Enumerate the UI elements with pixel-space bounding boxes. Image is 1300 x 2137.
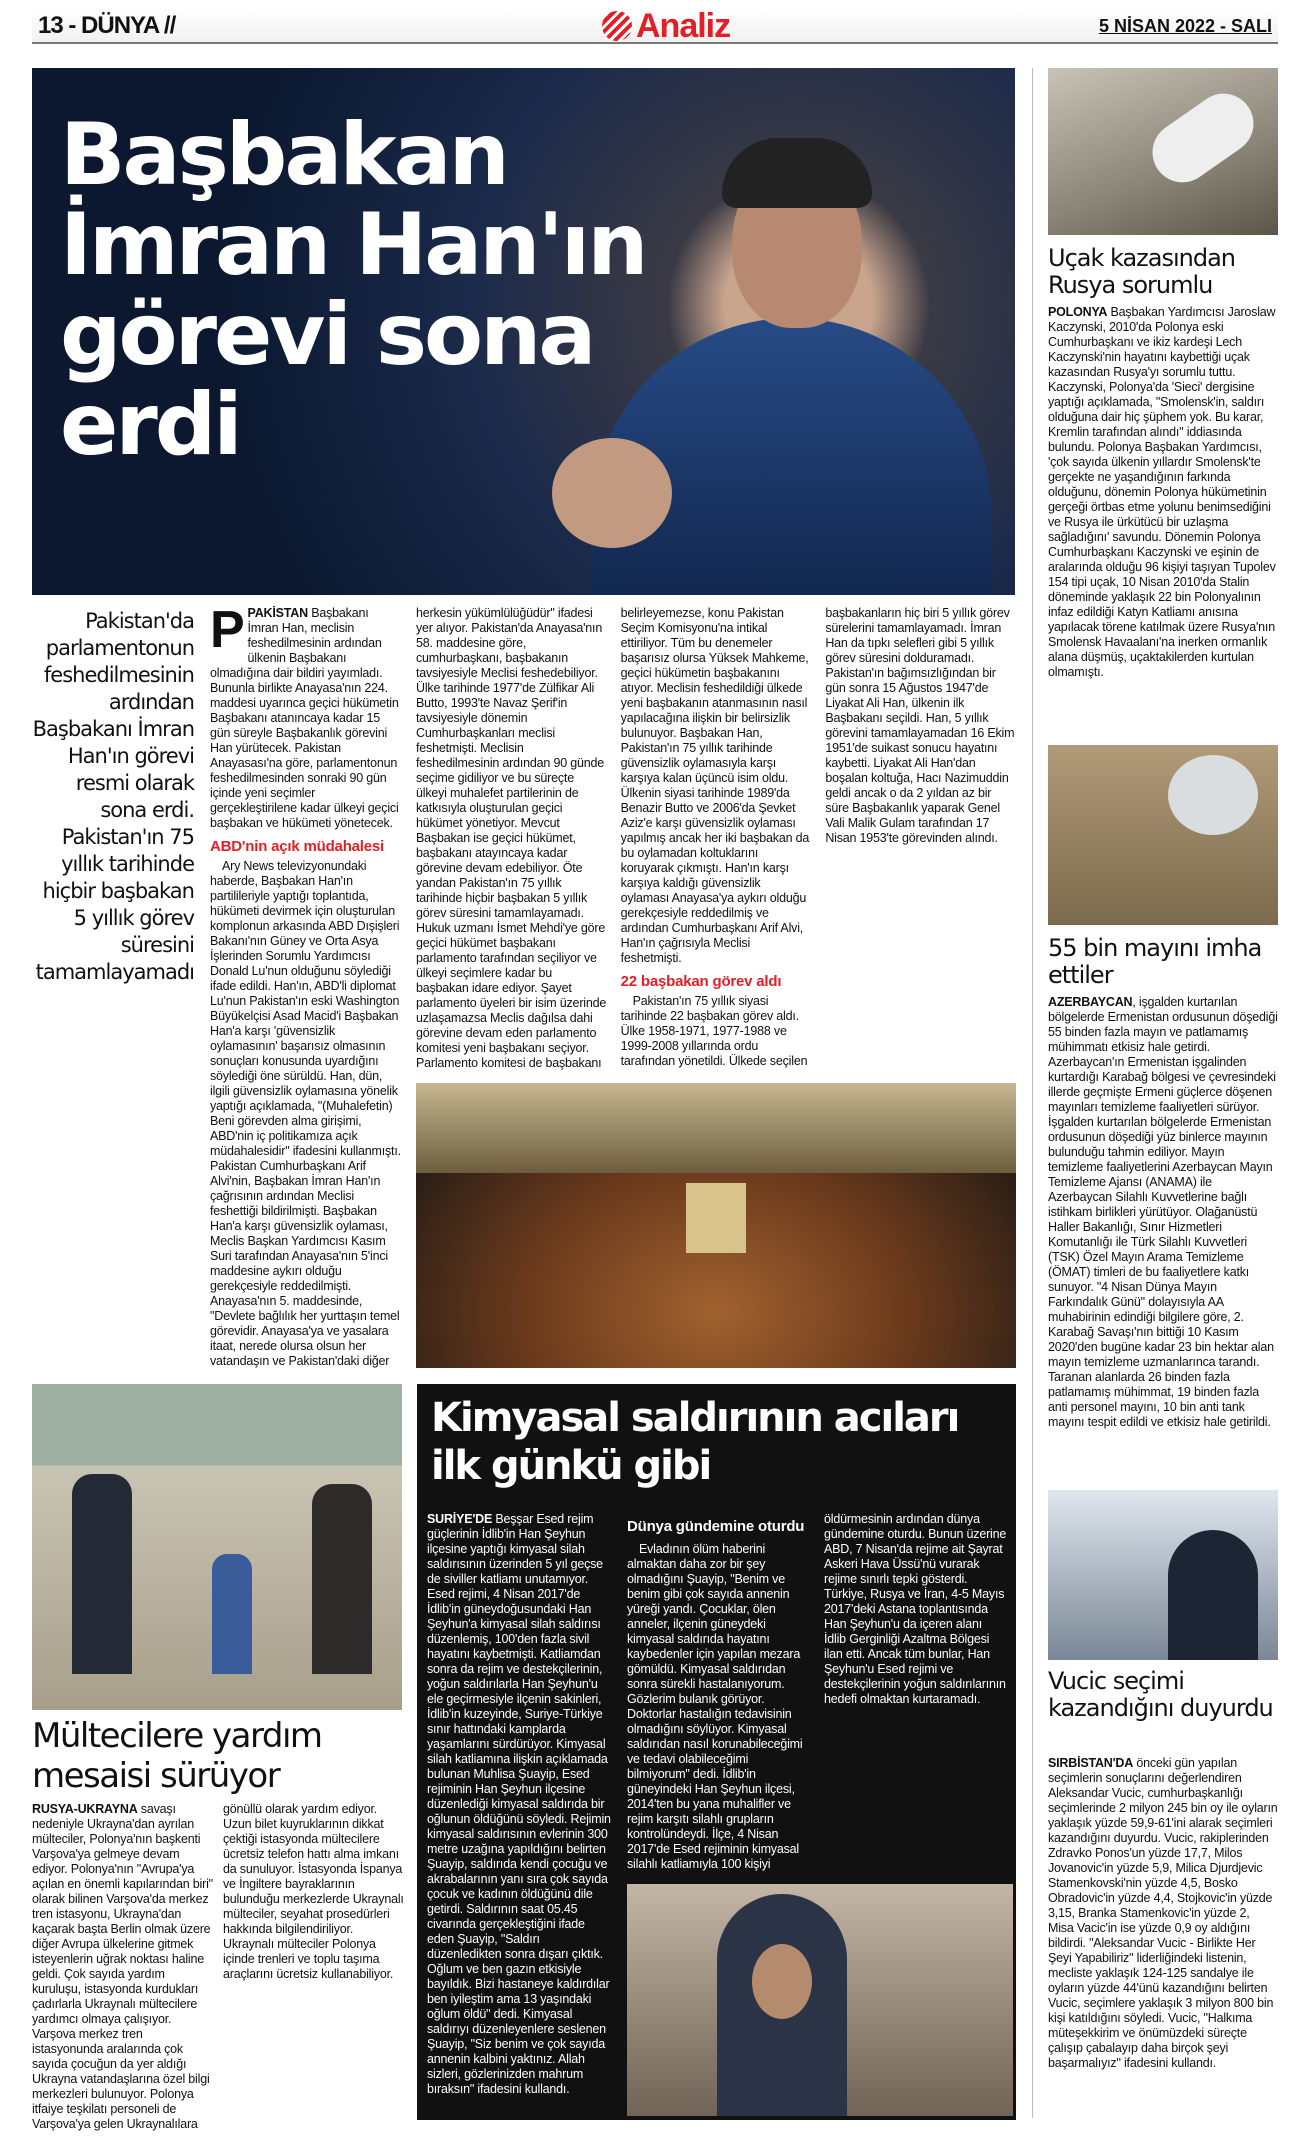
story-body: RUSYA-UKRAYNA savaşı nedeniyle Ukrayna'dan ayrılan mülteciler, Polonya'nın başkenti Varşova'ya gelmeye devam ediyor. Polonya'nın "Avrupa'ya açılan en önemli kapılarından biri" olarak bilinen Varşova'da merkez tren istasyonu, Ukrayna'dan kaçarak başta Berlin olmak üzere diğer Avrupa ülkelerine gitmek isteyenlerin uğrak noktası haline geldi. Çok sayıda yardım kuruluşu, istasyonda kurdukları çadırlarla Ukraynalı mültecilere yardımcı olmaya çalışıyor. Varşova merkez tren istasyonunda aralarında çok sayıda çocuğun da yer aldığı Ukrayna vatandaşlarına özel bilgi merkezleri bulunuyor. Polonya itfaiye teşkilatı personeli de Varşova'ya gelen Ukraynalılara gönüllü olarak yardım ediyor. Uzun bilet kuyruklarının dikkat çektiği istasyonda mültecilere ücretsiz telefon hattı alma imkanı da sunuluyor. İstasyonda İspanya ve İngiltere bayraklarının bulunduğu merkezlerde Ukraynalı mülteciler, seyahat prosedürleri hakkında bilgilendiriliyor. Ukraynalı mülteciler Polonya içinde trenleri ve toplu taşıma araçlarını ücretsiz kullanabiliyor. (32, 1802, 404, 2131)
subheading: Dünya gündemine oturdu (627, 1518, 805, 1535)
drop-cap: P (210, 601, 245, 659)
story-headline: Mültecilere yardım mesaisi sürüyor (32, 1716, 322, 1796)
refugees-photo (32, 1384, 402, 1710)
parliament-photo (416, 1083, 1016, 1368)
paragraph-continued: herkesin yükümlülüğüdür" ifadesi yer alıyor. Pakistan'da Anayasa'nın 58. maddesine göre, cumhurbaşkanı, başbakanın tavsiyesiyle Meclisi feshedebiliyor. Ülke tarihinde 1977'de Zülfikar Ali Butto, 1993'te Navaz Şerif'in tavsiyesiyle dönemin Cumhurbaşkanları meclisi feshetmişti. Meclisin feshedilmesinin ardından 90 günde seçime gidiliyor ve bu süreçte ülkeyi muhalefet partilerinin de katkısıyla oluşturulan geçici hükümet yönetiyor. Mevcut Başbakan ise geçici hükümet, başbakanı atayıncaya kadar görevine devam edebiliyor. Öte yandan Pakistan'ın 75 yıllık tarihinde hiçbir başbakan 5 yıllık görev süresini tamamlayamadı. Hukuk uzmanı İsmet Mehdi'ye göre geçici hükümet başbakanı parlamento tarafından seçiliyor ve ülkeyi seçimlere kadar bu başbakan idare ediyor. Şayet parlamento üyeleri bir isim üzerinde uzlaşamazsa Meclis dağılsa dahi görevine devam eden parlamento komitesi yeni başbakanı seçiyor. Parlamento komitesi de başbakanı belirleyemezse, konu Pakistan Seçim Komisyonu'na intikal ettiriliyor. Tüm bu denemeler başarısız olursa Yüksek Mahkeme, geçici hükümetin başbakanını atıyor. Meclisin feshedildiği ülkede yeni başbakanın atanmasının nasıl yapılacağına ilişkin bir belirsizlik bulunuyor. Başbakan Han, Pakistan'ın 75 yıllık tarihinde güvensizlik oylamasıyla karşı karşıya kalan üçüncü isim oldu. Ülkenin siyasi tarihinde 1989'da Benazir Butto ve 2006'da Şevket Aziz'e karşı güvensizlik oylaması yapılmış ancak her iki başbakan da bu oylamadan koltuklarını koruyarak çıkmıştı. Han'ın karşı karşıya kaldığı güvensizlik oylaması Anayasa'ya aykırı olduğu gerekçesiyle reddedilmiş ve ardından Cumhurbaşkanı Arif Alvi, Han'ın çağrısıyla Meclisi feshetmişti. (416, 606, 810, 1070)
story-body: SURİYE'DE Beşşar Esed rejim güçlerinin İdlib'in Han Şeyhun ilçesine yaptığı kimyasal silah saldırısının üzerinden 5 yıl geçse de siviller katliamı unutamıyor. Esed rejimi, 4 Nisan 2017'de İdlib'in güneydoğusundaki Han Şeyhun'a kimyasal silah saldırısı düzenlemiş, 100'den fazla sivil hayatını kaybetmişti. Katliamdan sonra da rejim ve destekçilerinin, yoğun saldırılarla Han Şeyhun'u ele geçirmesiyle ilçenin sakinleri, İdlib'in kuzeyinde, Suriye-Türkiye sınır hattındaki kamplarda yaşamlarını sürdürüyor. Kimyasal silah katliamına ilişkin açıklamada bulunan Muhlisa Şuayip, Esed rejiminin Han Şeyhun ilçesine düzenlediği kimyasal saldırıda bir oğlunun öldüğünü söyledi. Rejimin kimyasal saldırısının evlerinin 300 metre uzağına yapıldığını belirten Şuayip, saldırıda kendi çocuğu ve akrabalarının yanı sıra çok sayıda çocuk ve kadının öldüğünü dile getirdi. Saldırının saat 05.45 civarında gerçekleştiğini ifade eden Şuayip, "Saldırı düzenledikten sonra dışarı çıktık. Oğlum ve ben gazın etkisiyle bayıldık. Bizi hastaneye kaldırdılar ben iyileştim ama 13 yaşındaki oğlum öldü" dedi. Kimyasal saldırıyı düzenleyenlere seslenen Şuayip, "Siz benim ve çok sayıda annenin kalbini yaktınız. Allah sizleri, gözlerinizden mahrum bıraksın" ifadesini kullandı. (427, 1512, 611, 2096)
story-headline: Vucic seçimi kazandığını duyurdu (1048, 1667, 1273, 1722)
story-body: SIRBİSTAN'DA önceki gün yapılan seçimlerin sonuçlarını değerlendiren Aleksandar Vucic, cumhurbaşkanlığı seçimlerinde 2 milyon 245 bin oy ile oyların yaklaşık yüzde 59,9-61'ini alarak seçimleri kazandığını duyurdu. Vucic, rakiplerinden Zdravko Ponos'un yüzde 17,7, Milos Jovanovic'in yüzde 5,9, Milica Djurdjevic Stamenkovski'nin yüzde 4,5, Bosko Obradovic'in yüzde 4,4, Stojkovic'in yüzde 3,15, Branka Stamenkovic'in yüzde 2, Misa Vacic'in ise yüzde 0,9 oy aldığını bildirdi. "Aleksandar Vucic - Birlikte Her Şeyi Yapabiliriz" liderliğindeki listenin, mecliste yaklaşık 124-125 sandalye ile oyların yüzde 44'ünü kazandığını belirten Vucic, seçimlere yaklaşık 3 milyon 800 bin kişi katıldığını söyledi. Vucic, "Halkıma müteşekkirim ve önümüzdeki süreçte çalışıp çabalayıp daha birçok şeyi başarmalıyız" ifadesini kullandı. (1048, 1756, 1278, 2070)
subheading: ABD'nin açık müdahalesi (210, 838, 385, 855)
main-article-body-continued: herkesin yükümlülüğüdür" ifadesi yer alıyor. Pakistan'da Anayasa'nın 58. maddesine göre, cumhurbaşkanı, başbakanın tavsiyesiyle Meclisi feshedebiliyor. Ülke tarihinde 1977'de Zülfikar Ali Butto, 1993'te Navaz Şerif'in tavsiyesiyle dönemin Cumhurbaşkanları meclisi feshetmişti. Meclisin feshedilmesinin ardından 90 günde seçime gidiliyor ve bu süreçte ülkeyi muhalefet partilerinin de katkısıyla oluşturulan geçici hükümet yönetiyor. Mevcut Başbakan ise geçici hükümet, başbakanı atayıncaya kadar görevine devam edebiliyor. Öte yandan Pakistan'ın 75 yıllık tarihinde hiçbir başbakan 5 yıllık görev süresini tamamlayamadı. Hukuk uzmanı İsmet Mehdi'ye göre geçici hükümet başbakanı parlamento tarafından seçiliyor ve ülkeyi seçimlere kadar bu başbakan idare ediyor. Şayet parlamento üyeleri bir isim üzerinde uzlaşamazsa Meclis dağılsa dahi görevine devam eden parlamento komitesi yeni başbakanı seçiyor. Parlamento komitesi de başbakanı belirleyemezse, konu Pakistan Seçim Komisyonu'na intikal ettiriliyor. Tüm bu denemeler başarısız olursa Yüksek Mahkeme, geçici hükümetin başbakanını atıyor. Meclisin feshedildiği ülkede yeni başbakanın atanmasının nasıl yapılacağına ilişkin bir belirsizlik bulunuyor. Başbakan Han, Pakistan'ın 75 yıllık tarihinde güvensizlik oylamasıyla karşı karşıya kalan üçüncü isim oldu. Ülkenin siyasi tarihinde 1989'da Benazir Butto ve 2006'da Şevket Aziz'e karşı güvensizlik oylaması yapılmış ancak her iki başbakan da bu oylamadan koltuklarını koruyarak çıkmıştı. Han'ın karşı karşıya kaldığı güvensizlik oylaması Anayasa'ya aykırı olduğu gerekçesiyle reddedilmiş ve ardından Cumhurbaşkanı Arif Alvi, Han'ın çağrısıyla Meclisi feshetmişti. 22 başbakan görev aldı Pakistan'ın 75 yıllık siyasi tarihinde 22 başbakan görev aldı. Ülke 1958-1971, 1977-1988 ve 1999-2008 yıllarında ordu tarafından yönetildi. Ülkede seçilen başbakanların hiç biri 5 yıllık görev sürelerini tamamlayamadı. İmran Han da tıpkı selefleri gibi 5 yıllık görev süresini dolduramadı. Pakistan'ın bağımsızlığından bir gün sonra 15 Ağustos 1947'de Liyakat Ali Han, ülkenin ilk Başbakanı seçildi. Han, 5 yıllık görevini tamamlayamadan 16 Ekim 1951'de suikast sonucu hayatını kaybetti. Liyakat Ali Han'dan boşalan koltuğa, Hacı Nazimuddin geldi ancak o da 2 yıldan az bir süre Başbakanlık yaparak Genel Vali Malik Gulam tarafından 17 Nisan 1953'te görevinden alındı. (416, 606, 1015, 1070)
story-headline: Uçak kazasından Rusya sorumlu (1048, 244, 1236, 299)
story-headline: Kimyasal saldırının acıları ilk günkü gibi (431, 1395, 959, 1489)
logo-text: Analiz (636, 6, 731, 45)
main-deck: Pakistan'da parlamentonun feshedilmesinin ardından Başbakanı İmran Han'ın görevi resmi olarak sona erdi. Pakistan'ın 75 yıllık tarihinde hiçbir başbakan 5 yıllık görev süresini tamamlayamadı (32, 609, 194, 984)
section-label: 13 - DÜNYA // (38, 12, 176, 39)
main-article-body: PPAKİSTAN Başbakanı İmran Han, meclisin feshedilmesinin ardından ülkenin Başbakanı olmadığına dair bildiri yayımladı. Bununla birlikte Anayasa'nın 224. maddesi uyarınca geçici hükümetin Başbakanı atanıncaya kadar 15 gün süreyle Başbakanlık görevini Han yürütecek. Pakistan Anayasası'na göre, parlamentonun feshedilmesinden sonraki 90 gün içinde yeni seçimler gerçekleştirilene kadar ülkeyi geçici başbakan ve hükümeti yönetecek. ABD'nin açık müdahalesi Ary News televizyonundaki haberde, Başbakan Han'ın partilileriyle yaptığı toplantıda, hükümeti devirmek için oluşturulan komplonun arkasında ABD Dışişleri Bakanı'nın Güney ve Orta Asya İşlerinden Sorumlu Yardımcısı Donald Lu'nun olduğunu söylediği ifade edildi. Han'ın, ABD'li diplomat Lu'nun Pakistan'ın eski Washington Büyükelçisi Asad Macid'i Başbakan Han'a karşı 'güvensizlik oylamasının' başarısız olmasının sonuçları konusunda uyardığını söylediği öne sürüldü. Han, dün, ilgili güvensizlik oylamasına yönelik yaptığı açıklamada, "(Muhalefetin) Beni görevden alma girişimi, ABD'nin iç politikamıza açık müdahalesidir" ifadesini kullanmıştı. Pakistan Cumhurbaşkanı Arif Alvi'nin, Başbakan İmran Han'ın çağrısının ardından Meclisi feshettiği bildirilmişti. Başbakan Han'a karşı güvensizlik oylaması, Meclis Başkan Yardımcısı Kasım Suri tarafından Anayasa'nın 5'inci maddesine aykırı olduğu gerekçesiyle reddedilmişti. Anayasa'nın 5. maddesinde, "Devlete bağlılık her yurttaşın temel görevidir. Anayasa'ya ve yasalara itaat, nerede olursa olsun her vatandaşın ve Pakistan'daki diğer (210, 601, 401, 1368)
vucic-photo (1048, 1490, 1278, 1660)
demining-photo (1048, 745, 1278, 925)
muhlisa-photo (627, 1884, 1013, 2116)
syria-story-box (417, 1384, 1016, 2120)
issue-date: 5 NİSAN 2022 - SALI (1098, 16, 1272, 36)
main-headline: Başbakan İmran Han'ın görevi sona erdi (60, 105, 646, 475)
page-header (32, 8, 1278, 44)
subheading: 22 başbakan görev aldı (620, 973, 782, 990)
story-body: AZERBAYCAN, işgalden kurtarılan bölgelerde Ermenistan ordusunun döşediği 55 binden fazla mayın ve patlamamış mühimmatı etkisiz hale getirdi. Azerbaycan'ın Ermenistan işgalinden kurtardığı Karabağ bölgesi ve çevresindeki illerde geçmişte Ermeni güçlerce döşenen mayınları temizleme faaliyetleri sürüyor. İşgalden kurtarılan bölgelerde Ermenistan ordusunun döşediği yüz binlerce mayının bulunduğu tahmin ediliyor. Mayın temizleme faaliyetlerini Azerbaycan Mayın Temizleme Ajansı (ANAMA) ile Azerbaycan Silahlı Kuvvetlerine bağlı istihkam birlikleri yürütüyor. Olağanüstü Haller Bakanlığı, Sınır Hizmetleri Komutanlığı ile Türk Silahlı Kuvvetleri (TSK) Özel Mayın Arama Temizleme (ÖMAT) timleri de bu faaliyetlere katkı sunuyor. "4 Nisan Dünya Mayın Farkındalık Günü" dolayısıyla AA muhabirinin edindiği bilgilere göre, 2. Karabağ Savaşı'nın bittiği 10 Kasım 2020'den bugüne kadar 23 bin hektar alan mayın temizleme uzmanlarınca tarandı. Taranan alanlarda 26 binden fazla patlamamış mühimmat, 19 binden fazla anti personel mayını, 10 bin anti tank mayını tespit edildi ve etkisiz hale getirildi. (1048, 995, 1278, 1429)
newspaper-logo (602, 8, 730, 44)
story-body: POLONYA Başbakan Yardımcısı Jaroslaw Kaczynski, 2010'da Polonya eski Cumhurbaşkanı ve ikiz kardeşi Lech Kaczynski'nin hayatını kaybettiği uçak kazasından Rusya'yı sorumlu tuttu. Kaczynski, Polonya'da 'Sieci' dergisine yaptığı açıklamada, "Smolensk'in, saldırı olduğuna dair hiç şüphem yok. Bu karar, Kremlin tarafından alındı" iddiasında bulundu. Polonya Başbakan Yardımcısı, 'çok sayıda ülkenin yıllardır Smolensk'te gerçekte ne yaşandığının farkında olduğunu, dönemin Polonya hükümetinin gerçeği örtbas etme yolunu benimsediğini ve Rusya ile ürkütücü bir uzlaşma sağladığını' savundu. Dönemin Polonya Cumhurbaşkanı Kaczynski ve eşinin de aralarında olduğu 96 kişiyi taşıyan Tupolev 154 tipi uçak, 10 Nisan 2010'da Stalin döneminde yaklaşık 22 bin Polonyalının infaz edildiği Katyn Katliamı anısına yapılacak törene katılmak üzere Rusya'nın Smolensk Havaalanı'na inerken ormanlık alana düşmüş, uçaktakilerden kurtulan olmamıştı. (1048, 305, 1276, 679)
story-body-continued: Dünya gündemine oturdu Evladının ölüm haberini almaktan daha zor bir şey olmadığını Şuayip, "Benim ve benim gibi çok sayıda annenin yüreği yandı. Çocuklar, ölen anneler, ilçenin güneydeki kimyasal saldırıda hayatını kaybedenler için yapılan mezara gömüldü. Kimyasal saldırıdan sonra sürekli hastalanıyorum. Gözlerim bulanık görüyor. Doktorlar hastalığın tedavisinin olmadığını söylüyor. Kimyasal saldırıdan nasıl korunabileceğimi ve tedavi olabileceğimi bilmiyorum" dedi. İdlib'in güneyindeki Han Şeyhun ilçesi, 2014'ten bu yana muhalifler ve rejim karşıtı silahlı grupların kontrolündeydi. İlçe, 4 Nisan 2017'de Esed rejiminin kimyasal silahlı katliamıyla 100 kişiyi öldürmesinin ardından dünya gündemine oturdu. Bunun üzerine ABD, 7 Nisan'da rejime ait Şayrat Askeri Hava Üssü'nü vurarak rejime sınırlı tepki gösterdi. Türkiye, Rusya ve İran, 4-5 Mayıs 2017'deki Astana toplantısında Han Şeyhun'u da içeren alanı İdlib Gerginliği Azaltma Bölgesi ilan etti. Ancak tüm bunlar, Han Şeyhun'u Esed rejimi ve destekçilerinin yoğun saldırılarının hedefi olmaktan kurtaramadı. (627, 1512, 1007, 1871)
column-divider (1032, 68, 1033, 2118)
logo-icon (602, 11, 632, 41)
lead-word: PAKİSTAN (247, 606, 308, 620)
story-headline: 55 bin mayını imha ettiler (1048, 934, 1262, 989)
plane-crash-photo (1048, 68, 1278, 235)
